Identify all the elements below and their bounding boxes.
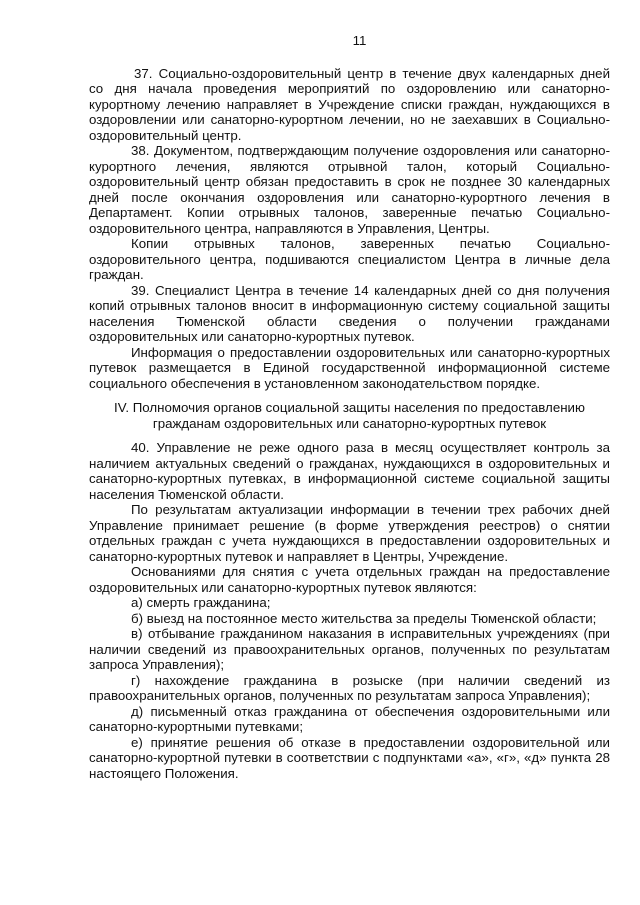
list-item-b: б) выезд на постоянное место жительства за пределы Тюменской области; xyxy=(131,610,597,626)
paragraph-39-info: Информация о предоставлении оздоровительных или санаторно-курортных путевок размещается в Единой государственной информационной системе социального обеспечения в установленном законодательством порядке. xyxy=(89,344,610,391)
paragraph-37: 37. Социально-оздоровительный центр в течение двух календарных дней со дня начала проведения мероприятий по оздоровлению или санаторно-курортному лечению направляет в Учреждение списки граждан, нуждающихся в оздоровлении или санаторно-курортном лечении, но не заехавших в Социально-оздоровительный центр. xyxy=(89,65,610,143)
page-number: 11 xyxy=(352,33,367,48)
list-item-e: е) принятие решения об отказе в предоставлении оздоровительной или санаторно-курортной путевки в соответствии с подпунктами «а», «г», «д» пункта 28 настоящего Положения. xyxy=(89,734,610,781)
section-heading xyxy=(89,400,610,431)
list-item-v: в) отбывание гражданином наказания в исправительных учреждениях (при наличии сведений из правоохранительных органов, полученных по результатам запроса Управления); xyxy=(89,626,610,672)
paragraph-40-results: По результатам актуализации информации в течении трех рабочих дней Управление принимает решение (в форме утверждения реестров) о снятии отдельных граждан с учета нуждающихся в предоставлении оздоровительных и санаторно-курортных путевок и направляет в Центры, Учреждение. xyxy=(89,502,610,564)
list-item-a: а) смерть гражданина; xyxy=(131,595,271,610)
section-heading-line1: IV. Полномочия органов социальной защиты населения по предоставлению xyxy=(114,400,585,415)
paragraph-38-copies: Копии отрывных талонов, заверенных печатью Социально-оздоровительного центра, подшиваются специалистом Центра в личные дела граждан. xyxy=(89,236,610,282)
paragraph-40: 40. Управление не реже одного раза в месяц осуществляет контроль за наличием актуальных сведений о гражданах, нуждающихся в оздоровительных и санаторно-курортных путевках, в информационной системе социальной защиты населения Тюменской области. xyxy=(89,440,610,502)
list-item-g: г) нахождение гражданина в розыске (при наличии сведений из правоохранительных органов, полученных по результатам запроса Управления); xyxy=(89,672,610,703)
paragraph-38: 38. Документом, подтверждающим получение оздоровления или санаторно-курортного лечения, являются отрывной талон, который Социально-оздоровительный центр обязан предоставить в срок не позднее 30 календарных дней после окончания оздоровления или санаторно-курортного лечения в Департамент. Копии отрывных талонов, заверенные печатью Социально-оздоровительного центра, направляются в Управления, Центры. xyxy=(89,143,610,236)
list-item-d: д) письменный отказ гражданина от обеспечения оздоровительными или санаторно-курортными путевками; xyxy=(89,703,610,734)
paragraph-40-grounds: Основаниями для снятия с учета отдельных граждан на предоставление оздоровительных или санаторно-курортных путевок являются: xyxy=(89,564,610,595)
paragraph-39: 39. Специалист Центра в течение 14 календарных дней со дня получения копий отрывных талонов вносит в информационную систему социальной защиты населения Тюменской области сведения о получении гражданами оздоровительных или санаторно-курортных путевок. xyxy=(89,282,610,344)
section-heading-line2: гражданам оздоровительных или санаторно-курортных путевок xyxy=(152,415,547,431)
